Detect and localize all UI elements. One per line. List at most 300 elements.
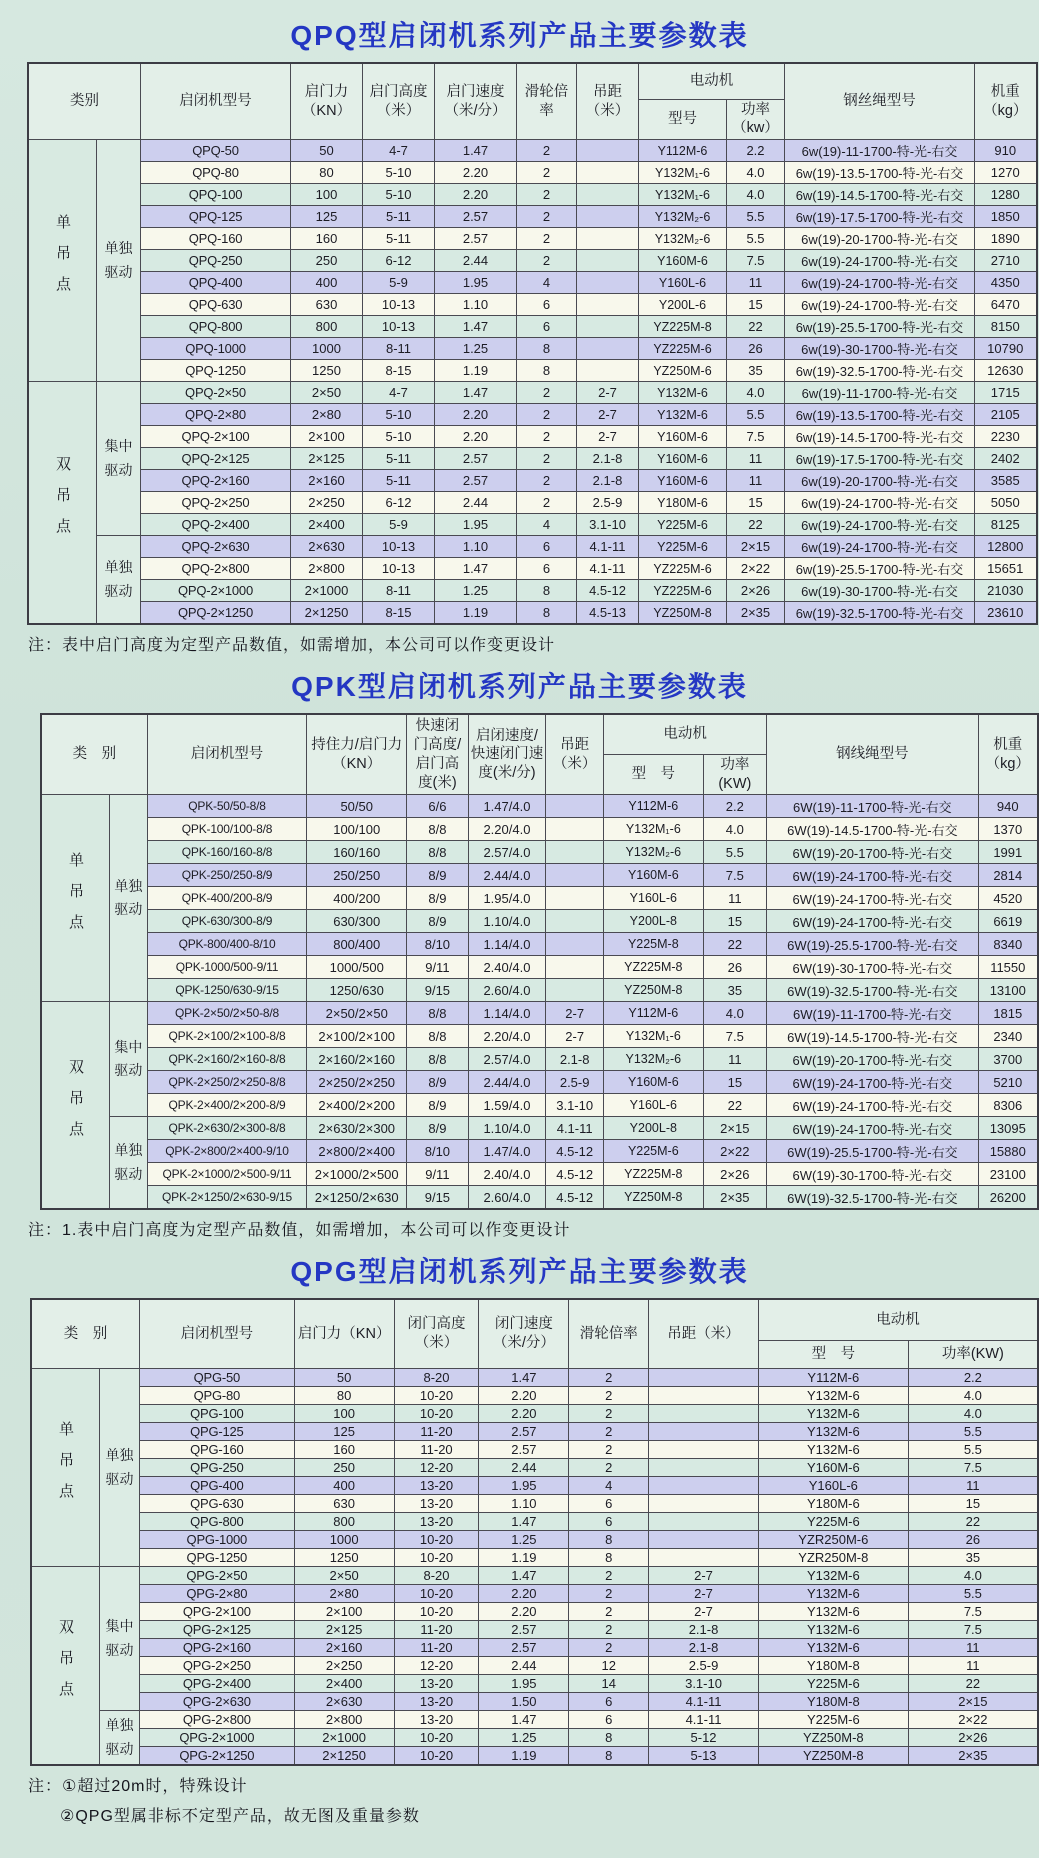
value-cell: Y132M₂-6 [639,206,727,228]
value-cell [649,1459,759,1477]
value-cell [649,1477,759,1495]
value-cell: 10-13 [363,536,435,558]
model-cell: QPK-2×400/2×200-8/9 [147,1094,307,1117]
value-cell: 6w(19)-32.5-1700-特-光-右交 [785,602,975,625]
table-row [28,382,1037,404]
value-cell: 4 [517,514,577,536]
value-cell: 2×50/2×50 [307,1002,407,1025]
value-cell: 2×50 [291,382,363,404]
value-cell: 6 [569,1693,649,1711]
value-cell: 6619 [978,910,1038,933]
value-cell: 1815 [978,1002,1038,1025]
value-cell: 7.5 [908,1459,1038,1477]
value-cell: 6w(19)-13.5-1700-特-光-右交 [785,162,975,184]
table-row [41,979,1038,1002]
value-cell: Y225M-6 [604,1140,703,1163]
value-cell: 2710 [975,250,1037,272]
value-cell: 2.20/4.0 [468,1025,546,1048]
value-cell: 1.47 [435,558,517,580]
value-cell: Y160M-6 [639,250,727,272]
value-cell: 4520 [978,887,1038,910]
table-row [41,1163,1038,1186]
value-cell: 8/8 [407,1048,469,1071]
value-cell: 1.14/4.0 [468,933,546,956]
value-cell [577,206,639,228]
column-header: 启门力（KN） [294,1299,394,1369]
value-cell: 8-15 [363,602,435,625]
value-cell: 1250/630 [307,979,407,1002]
model-cell: QPK-800/400-8/10 [147,933,307,956]
value-cell: 2.20 [435,162,517,184]
value-cell: 6-12 [363,492,435,514]
value-cell: 2×160/2×160 [307,1048,407,1071]
value-cell: 2 [517,206,577,228]
value-cell: 1.95/4.0 [468,887,546,910]
column-header: 机重（kg） [975,63,1037,140]
model-cell: QPQ-2×400 [141,514,291,536]
value-cell: 1.10/4.0 [468,1117,546,1140]
qpq-table-section [0,14,1039,655]
model-cell: QPG-2×125 [139,1621,294,1639]
value-cell: 1.25 [479,1531,569,1549]
value-cell: 15 [727,294,785,316]
value-cell: 6w(19)-24-1700-特-光-右交 [785,294,975,316]
value-cell: 1280 [975,184,1037,206]
value-cell: Y132M₂-6 [604,841,703,864]
model-cell: QPQ-100 [141,184,291,206]
value-cell: 6w(19)-24-1700-特-光-右交 [785,492,975,514]
value-cell: 2×250/2×250 [307,1071,407,1094]
value-cell: 2.57 [479,1639,569,1657]
table-row [41,1094,1038,1117]
value-cell: 1.19 [435,360,517,382]
value-cell: 2×35 [703,1186,767,1209]
table-row [41,841,1038,864]
model-cell: QPK-630/300-8/9 [147,910,307,933]
header-row [28,63,1037,99]
value-cell: Y132M₁-6 [604,818,703,841]
value-cell: 2.20 [479,1603,569,1621]
table-row [41,864,1038,887]
value-cell: 6W(19)-20-1700-特-光-右交 [767,841,978,864]
qpk-parameters-table [40,713,1039,1210]
value-cell: 2×630 [294,1693,394,1711]
value-cell: 26 [908,1531,1038,1549]
value-cell: 6w(19)-14.5-1700-特-光-右交 [785,184,975,206]
value-cell: 8/8 [407,818,469,841]
model-cell: QPG-400 [139,1477,294,1495]
model-cell: QPK-2×250/2×250-8/8 [147,1071,307,1094]
value-cell: 2402 [975,448,1037,470]
value-cell: 800/400 [307,933,407,956]
value-cell: 2×22 [727,558,785,580]
table-row [41,818,1038,841]
table-row [28,492,1037,514]
value-cell: 6w(19)-30-1700-特-光-右交 [785,338,975,360]
value-cell: Y180M-8 [758,1657,908,1675]
column-subheader: 功率(KW) [908,1341,1038,1369]
value-cell: Y160M-6 [604,864,703,887]
value-cell: 5.5 [703,841,767,864]
model-cell: QPG-125 [139,1423,294,1441]
value-cell [546,795,604,818]
value-cell: 2 [569,1369,649,1387]
value-cell: 2.57 [435,228,517,250]
value-cell: 1270 [975,162,1037,184]
column-header: 类别 [28,63,141,140]
value-cell: 4.1-11 [577,558,639,580]
value-cell: 2.1-8 [649,1621,759,1639]
value-cell: Y112M-6 [758,1369,908,1387]
column-header: 吊距（米） [546,714,604,795]
value-cell: 1715 [975,382,1037,404]
column-subheader: 型 号 [758,1341,908,1369]
value-cell [577,294,639,316]
value-cell: 4.0 [703,818,767,841]
value-cell [649,1549,759,1567]
table-row [31,1603,1038,1621]
value-cell: Y132M-6 [758,1585,908,1603]
value-cell [577,272,639,294]
value-cell: 6W(19)-24-1700-特-光-右交 [767,887,978,910]
table-row [31,1495,1038,1513]
value-cell: 9/15 [407,979,469,1002]
table-row [28,470,1037,492]
value-cell: YZ250M-6 [639,360,727,382]
value-cell: 2-7 [649,1567,759,1585]
value-cell: 2 [517,250,577,272]
value-cell: 400 [294,1477,394,1495]
value-cell: 8-11 [363,338,435,360]
value-cell: 11 [908,1477,1038,1495]
value-cell: 6w(19)-17.5-1700-特-光-右交 [785,448,975,470]
value-cell [546,933,604,956]
value-cell: 2×800 [291,558,363,580]
table-row [28,360,1037,382]
value-cell: 1.25 [435,580,517,602]
table-row [31,1423,1038,1441]
value-cell: 8/9 [407,1094,469,1117]
value-cell [546,910,604,933]
model-cell: QPQ-2×630 [141,536,291,558]
value-cell: 8 [517,338,577,360]
value-cell: 2.1-8 [546,1048,604,1071]
model-cell: QPQ-1000 [141,338,291,360]
value-cell: 2-7 [577,382,639,404]
table-row [31,1441,1038,1459]
value-cell: 2 [517,448,577,470]
column-header: 启门高度（米） [363,63,435,140]
value-cell [577,360,639,382]
value-cell: 12-20 [394,1459,479,1477]
drive-type-label: 单独驱动 [110,795,148,1002]
table-row [28,448,1037,470]
value-cell: 1.95 [435,514,517,536]
value-cell: Y225M-6 [639,536,727,558]
value-cell: 1991 [978,841,1038,864]
table-row [28,580,1037,602]
value-cell: 6W(19)-11-1700-特-光-右交 [767,795,978,818]
value-cell: 400/200 [307,887,407,910]
value-cell [577,140,639,162]
value-cell: 7.5 [727,426,785,448]
value-cell: 7.5 [908,1603,1038,1621]
value-cell: 10-13 [363,294,435,316]
drive-type-label: 集中驱动 [100,1567,140,1711]
value-cell: 15880 [978,1140,1038,1163]
value-cell: 3.1-10 [546,1094,604,1117]
value-cell: 21030 [975,580,1037,602]
value-cell: 2.2 [727,140,785,162]
qpq-table-note: 注：表中启门高度为定型产品数值，如需增加，本公司可以作变更设计 [28,637,556,655]
value-cell: 6W(19)-24-1700-特-光-右交 [767,1071,978,1094]
value-cell: 4.5-12 [546,1140,604,1163]
category-label: 单吊点 [31,1369,100,1567]
table-row [41,795,1038,818]
value-cell: 4-7 [363,140,435,162]
value-cell: 250/250 [307,864,407,887]
value-cell: 1.47 [479,1513,569,1531]
model-cell: QPG-1250 [139,1549,294,1567]
value-cell: Y180M-6 [758,1495,908,1513]
value-cell: 2×26 [727,580,785,602]
value-cell: 26 [703,956,767,979]
qpq-parameters-table [27,62,1038,625]
value-cell [649,1369,759,1387]
value-cell [649,1423,759,1441]
value-cell: 23610 [975,602,1037,625]
value-cell: YZR250M-6 [758,1531,908,1549]
table-row [31,1711,1038,1729]
value-cell: 2×100 [291,426,363,448]
column-header: 闭门高度（米） [394,1299,479,1369]
table-row [41,1048,1038,1071]
value-cell: 2.20 [435,404,517,426]
value-cell: 13-20 [394,1711,479,1729]
value-cell: 1.47 [435,382,517,404]
value-cell: 3585 [975,470,1037,492]
value-cell: Y160L-6 [758,1477,908,1495]
value-cell: Y160M-6 [639,448,727,470]
table-row [41,1186,1038,1209]
value-cell: 2 [517,228,577,250]
model-cell: QPG-160 [139,1441,294,1459]
value-cell: 15 [908,1495,1038,1513]
value-cell: 6 [517,294,577,316]
table-row [31,1387,1038,1405]
value-cell: 2×80 [291,404,363,426]
value-cell: 4.1-11 [577,536,639,558]
value-cell: YZ225M-6 [639,580,727,602]
table-row [31,1657,1038,1675]
model-cell: QPQ-2×160 [141,470,291,492]
value-cell: 4 [569,1477,649,1495]
value-cell: 5-9 [363,514,435,536]
value-cell [577,250,639,272]
value-cell: Y225M-8 [604,933,703,956]
value-cell: Y132M-6 [758,1603,908,1621]
model-cell: QPG-1000 [139,1531,294,1549]
drive-type-label: 单独驱动 [100,1369,140,1567]
model-cell: QPK-400/200-8/9 [147,887,307,910]
value-cell: 2.57 [435,470,517,492]
value-cell: 2.2 [908,1369,1038,1387]
value-cell: 6W(19)-14.5-1700-特-光-右交 [767,818,978,841]
value-cell: 2 [517,382,577,404]
value-cell: 8 [569,1729,649,1747]
value-cell: 6w(19)-24-1700-特-光-右交 [785,536,975,558]
value-cell: 6w(19)-17.5-1700-特-光-右交 [785,206,975,228]
value-cell: 1.47 [479,1711,569,1729]
value-cell: 2×15 [703,1117,767,1140]
table-row [28,404,1037,426]
value-cell: 2 [517,162,577,184]
value-cell: 9/11 [407,1163,469,1186]
value-cell: 2.40/4.0 [468,1163,546,1186]
model-cell: QPK-2×1250/2×630-9/15 [147,1186,307,1209]
value-cell: Y132M₁-6 [639,184,727,206]
column-header: 滑轮倍率 [517,63,577,140]
value-cell: 1.47/4.0 [468,1140,546,1163]
value-cell: 10-20 [394,1405,479,1423]
value-cell: 1.47/4.0 [468,795,546,818]
table-row [28,602,1037,625]
value-cell: 6 [517,558,577,580]
value-cell: 9/11 [407,956,469,979]
value-cell: 2×800/2×400 [307,1140,407,1163]
column-subheader: 功率(KW) [703,754,767,795]
value-cell: 160/160 [307,841,407,864]
header-row [31,1299,1038,1341]
value-cell: 6 [517,536,577,558]
value-cell: 6W(19)-11-1700-特-光-右交 [767,1002,978,1025]
value-cell: 8/9 [407,864,469,887]
table-row [28,250,1037,272]
value-cell: 5-10 [363,184,435,206]
value-cell: 1.95 [479,1675,569,1693]
value-cell: Y160M-6 [639,470,727,492]
value-cell: 6W(19)-32.5-1700-特-光-右交 [767,979,978,1002]
table-row [41,887,1038,910]
value-cell: 2.20 [479,1387,569,1405]
model-cell: QPG-2×800 [139,1711,294,1729]
value-cell: 2.1-8 [649,1639,759,1657]
column-header: 持住力/启门力（KN） [307,714,407,795]
column-header: 启门速度（米/分） [435,63,517,140]
value-cell: 1.10 [479,1495,569,1513]
value-cell: 1.47 [479,1369,569,1387]
value-cell: 800 [294,1513,394,1531]
category-label: 双吊点 [41,1002,110,1209]
value-cell: Y132M-6 [758,1567,908,1585]
value-cell: 4.0 [727,382,785,404]
value-cell: 2.57 [435,206,517,228]
value-cell: 6/6 [407,795,469,818]
qpg-parameters-table [30,1298,1039,1767]
value-cell: 2.44 [435,492,517,514]
value-cell: 1.10 [435,294,517,316]
value-cell: 12800 [975,536,1037,558]
value-cell: 6W(19)-24-1700-特-光-右交 [767,1117,978,1140]
value-cell: 2.20/4.0 [468,818,546,841]
value-cell: 2 [517,184,577,206]
value-cell: 6W(19)-14.5-1700-特-光-右交 [767,1025,978,1048]
value-cell: 13-20 [394,1513,479,1531]
value-cell: 2.1-8 [577,448,639,470]
value-cell: 2 [517,140,577,162]
model-cell: QPK-250/250-8/9 [147,864,307,887]
table-row [41,1071,1038,1094]
model-cell: QPQ-2×100 [141,426,291,448]
value-cell: 8 [569,1747,649,1766]
value-cell: 8/9 [407,1117,469,1140]
table-row [41,1117,1038,1140]
value-cell: 50/50 [307,795,407,818]
value-cell: YZ250M-8 [639,602,727,625]
value-cell: 630 [294,1495,394,1513]
value-cell: 6W(19)-24-1700-特-光-右交 [767,864,978,887]
value-cell: 2.20 [479,1585,569,1603]
value-cell: 4350 [975,272,1037,294]
value-cell: 2 [517,492,577,514]
value-cell: 1.10 [435,536,517,558]
value-cell: 11550 [978,956,1038,979]
value-cell: Y132M-6 [758,1441,908,1459]
value-cell: 11-20 [394,1423,479,1441]
value-cell: 3700 [978,1048,1038,1071]
model-cell: QPG-100 [139,1405,294,1423]
value-cell: YZR250M-8 [758,1549,908,1567]
value-cell: 10-20 [394,1585,479,1603]
table-row [28,206,1037,228]
column-header: 启门力（KN） [291,63,363,140]
value-cell: 2340 [978,1025,1038,1048]
value-cell: 2×160 [294,1639,394,1657]
value-cell: 9/15 [407,1186,469,1209]
value-cell: 6W(19)-25.5-1700-特-光-右交 [767,933,978,956]
model-cell: QPQ-160 [141,228,291,250]
value-cell: 22 [703,933,767,956]
table-row [31,1459,1038,1477]
value-cell: 800 [291,316,363,338]
value-cell: 5.5 [727,228,785,250]
value-cell: 6w(19)-32.5-1700-特-光-右交 [785,360,975,382]
column-header: 吊距（米） [649,1299,759,1369]
table-row [31,1549,1038,1567]
value-cell: 160 [291,228,363,250]
value-cell: YZ225M-6 [639,338,727,360]
value-cell [649,1513,759,1531]
model-cell: QPK-2×50/2×50-8/8 [147,1002,307,1025]
value-cell: 5-11 [363,448,435,470]
value-cell: 2×22 [908,1711,1038,1729]
value-cell: 2.2 [703,795,767,818]
value-cell: 2 [569,1405,649,1423]
value-cell: 2×630/2×300 [307,1117,407,1140]
value-cell [546,979,604,1002]
value-cell: 250 [294,1459,394,1477]
value-cell: 8/9 [407,1071,469,1094]
value-cell: 8/10 [407,933,469,956]
model-cell: QPQ-2×125 [141,448,291,470]
model-cell: QPG-800 [139,1513,294,1531]
model-cell: QPG-2×100 [139,1603,294,1621]
value-cell: 13-20 [394,1477,479,1495]
table-row [31,1585,1038,1603]
table-row [31,1621,1038,1639]
value-cell: 2.40/4.0 [468,956,546,979]
value-cell: YZ225M-8 [604,956,703,979]
